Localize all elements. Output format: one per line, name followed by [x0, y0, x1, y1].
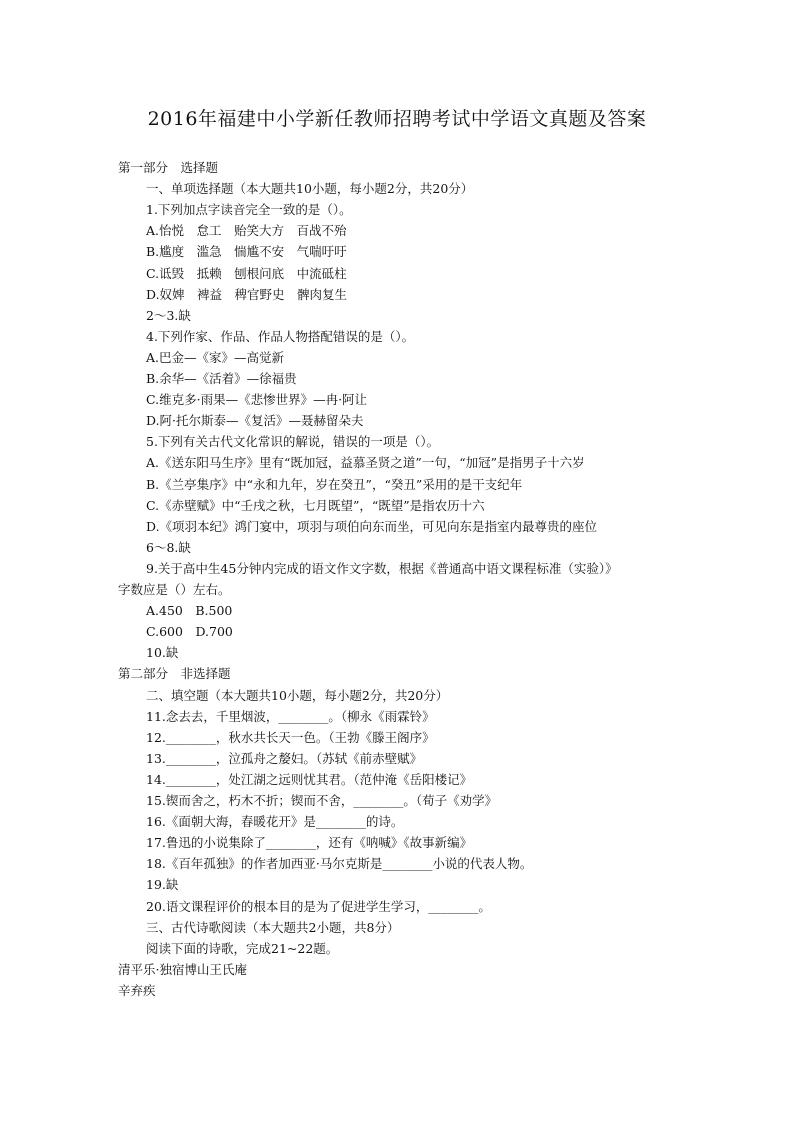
body-line: C.《赤壁赋》中“壬戌之秋，七月既望”，“既望”是指农历十六 — [146, 497, 485, 513]
body-line: 20.语文课程评价的根本目的是为了促进学生学习，________。 — [146, 898, 491, 914]
body-line: 12.________，秋水共长天一色。（王勃《滕王阁序》 — [146, 729, 435, 745]
body-line: A.450 B.500 — [146, 603, 233, 619]
body-line: 11.念去去，千里烟波，________。（柳永《雨霖铃》 — [146, 708, 435, 724]
body-line: 14.________，处江湖之远则忧其君。（范仲淹《岳阳楼记》 — [146, 771, 473, 787]
section-line: 清平乐·独宿博山王氏庵 — [118, 961, 247, 977]
body-line: D.《项羽本纪》鸿门宴中，项羽与项伯向东而坐，可见向东是指室内最尊贵的座位 — [146, 518, 598, 534]
body-line: 一、单项选择题（本大题共10小题，每小题2分，共20分） — [146, 181, 474, 197]
section-line: 第一部分 选择题 — [118, 160, 219, 175]
body-line: 13.________，泣孤舟之嫠妇。（苏轼《前赤壁赋》 — [146, 750, 423, 766]
body-line: 10.缺 — [146, 645, 179, 661]
body-line: 1.下列加点字读音完全一致的是（）。 — [146, 202, 352, 218]
body-line: D.阿·托尔斯泰—《复活》—聂赫留朵夫 — [146, 413, 364, 429]
body-line: 2～3.缺 — [146, 307, 191, 323]
body-line: 15.锲而舍之，朽木不折；锲而不舍，________。（荀子《劝学》 — [146, 793, 498, 808]
section-line: 辛弃疾 — [118, 982, 156, 998]
document-title: 2016年福建中小学新任教师招聘考试中学语文真题及答案 — [147, 108, 647, 130]
body-line: B.尴度 滥急 惴尴不安 气喘吁吁 — [146, 244, 347, 260]
body-line: B.《兰亭集序》中“永和九年，岁在癸丑”，“癸丑”采用的是干支纪年 — [146, 476, 523, 492]
body-line: 三、古代诗歌阅读（本大题共2小题，共8分） — [146, 919, 400, 935]
body-line: A.怡悦 怠工 贻笑大方 百战不殆 — [146, 223, 347, 239]
body-line: 5.下列有关古代文化常识的解说，错误的一项是（）。 — [146, 434, 440, 450]
section-line: 第二部分 非选择题 — [118, 666, 231, 682]
body-line: A.巴金—《家》—高觉新 — [146, 349, 285, 365]
body-line: A.《送东阳马生序》里有“既加冠，益慕圣贤之道”一句，“加冠”是指男子十六岁 — [146, 455, 585, 471]
section-line: 字数应是（）左右。 — [118, 582, 231, 597]
body-line: 17.鲁迅的小说集除了________，还有《呐喊》《故事新编》 — [146, 835, 473, 851]
body-line: C.维克多·雨果—《悲惨世界》—冉·阿让 — [146, 392, 368, 408]
body-line: 二、填空题（本大题共10小题，每小题2分，共20分） — [146, 687, 449, 703]
body-line: 阅读下面的诗歌，完成21~22题。 — [146, 940, 339, 956]
body-line: C.600 D.700 — [146, 624, 233, 640]
body-line: C.诋毁 抵赖 刨根问底 中流砥柱 — [146, 265, 347, 281]
body-line: 19.缺 — [146, 877, 179, 893]
body-line: 4.下列作家、作品、作品人物搭配错误的是（）。 — [146, 328, 415, 344]
body-line: 18.《百年孤独》的作者加西亚·马尔克斯是________小说的代表人物。 — [146, 856, 533, 872]
body-line: D.奴婢 裨益 稗官野史 髀肉复生 — [146, 286, 348, 302]
body-line: 6～8.缺 — [146, 539, 191, 555]
body-line: B.余华—《活着》—徐福贵 — [146, 371, 297, 386]
body-line: 16.《面朝大海，春暖花开》是________的诗。 — [146, 814, 404, 830]
body-line: 9.关于高中生45分钟内完成的语文作文字数，根据《普通高中语文课程标准（实验）》 — [146, 560, 618, 576]
